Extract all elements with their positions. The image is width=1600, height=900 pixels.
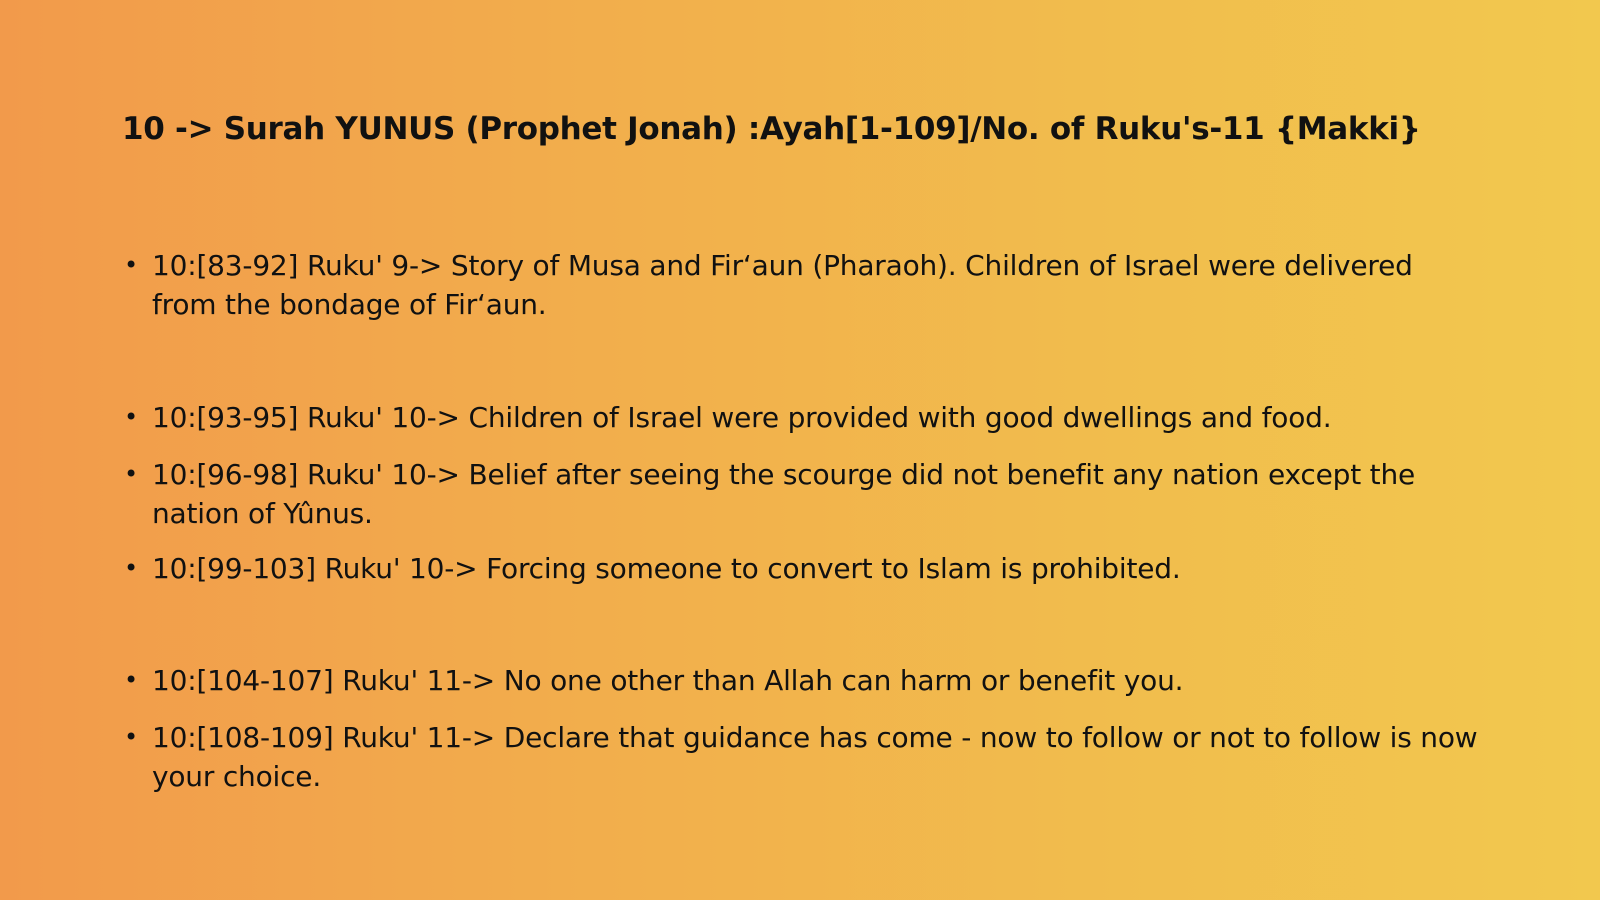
bullet-text: 10:[108-109] Ruku' 11-> Declare that guidance has come - now to follow or not to follow is now your choice. (152, 721, 1478, 793)
bullet-icon: • (124, 554, 138, 582)
bullet-text: 10:[104-107] Ruku' 11-> No one other than Allah can harm or benefit you. (152, 664, 1184, 697)
bullet-text: 10:[96-98] Ruku' 10-> Belief after seeing the scourge did not benefit any nation except the nation of Yûnus. (152, 458, 1416, 530)
bullet-icon: • (124, 403, 138, 431)
bullet-item (122, 549, 1482, 588)
bullet-icon: • (124, 723, 138, 751)
bullet-text: 10:[83-92] Ruku' 9-> Story of Musa and Fir‘aun (Pharaoh). Children of Israel were delivered from the bondage of Fir‘aun. (152, 249, 1413, 321)
slide-title: 10 -> Surah YUNUS (Prophet Jonah) :Ayah[1-109]/No. of Ruku's-11 {Makki} (122, 111, 1421, 147)
bullet-item (122, 718, 1482, 796)
bullet-icon: • (124, 460, 138, 488)
bullet-item (122, 661, 1482, 700)
bullet-item (122, 398, 1482, 437)
bullet-text: 10:[99-103] Ruku' 10-> Forcing someone to convert to Islam is prohibited. (152, 552, 1181, 585)
bullet-text: 10:[93-95] Ruku' 10-> Children of Israel were provided with good dwellings and food. (152, 401, 1332, 434)
bullet-icon: • (124, 251, 138, 279)
bullet-item (122, 246, 1482, 324)
bullet-icon: • (124, 666, 138, 694)
bullet-item (122, 455, 1482, 533)
